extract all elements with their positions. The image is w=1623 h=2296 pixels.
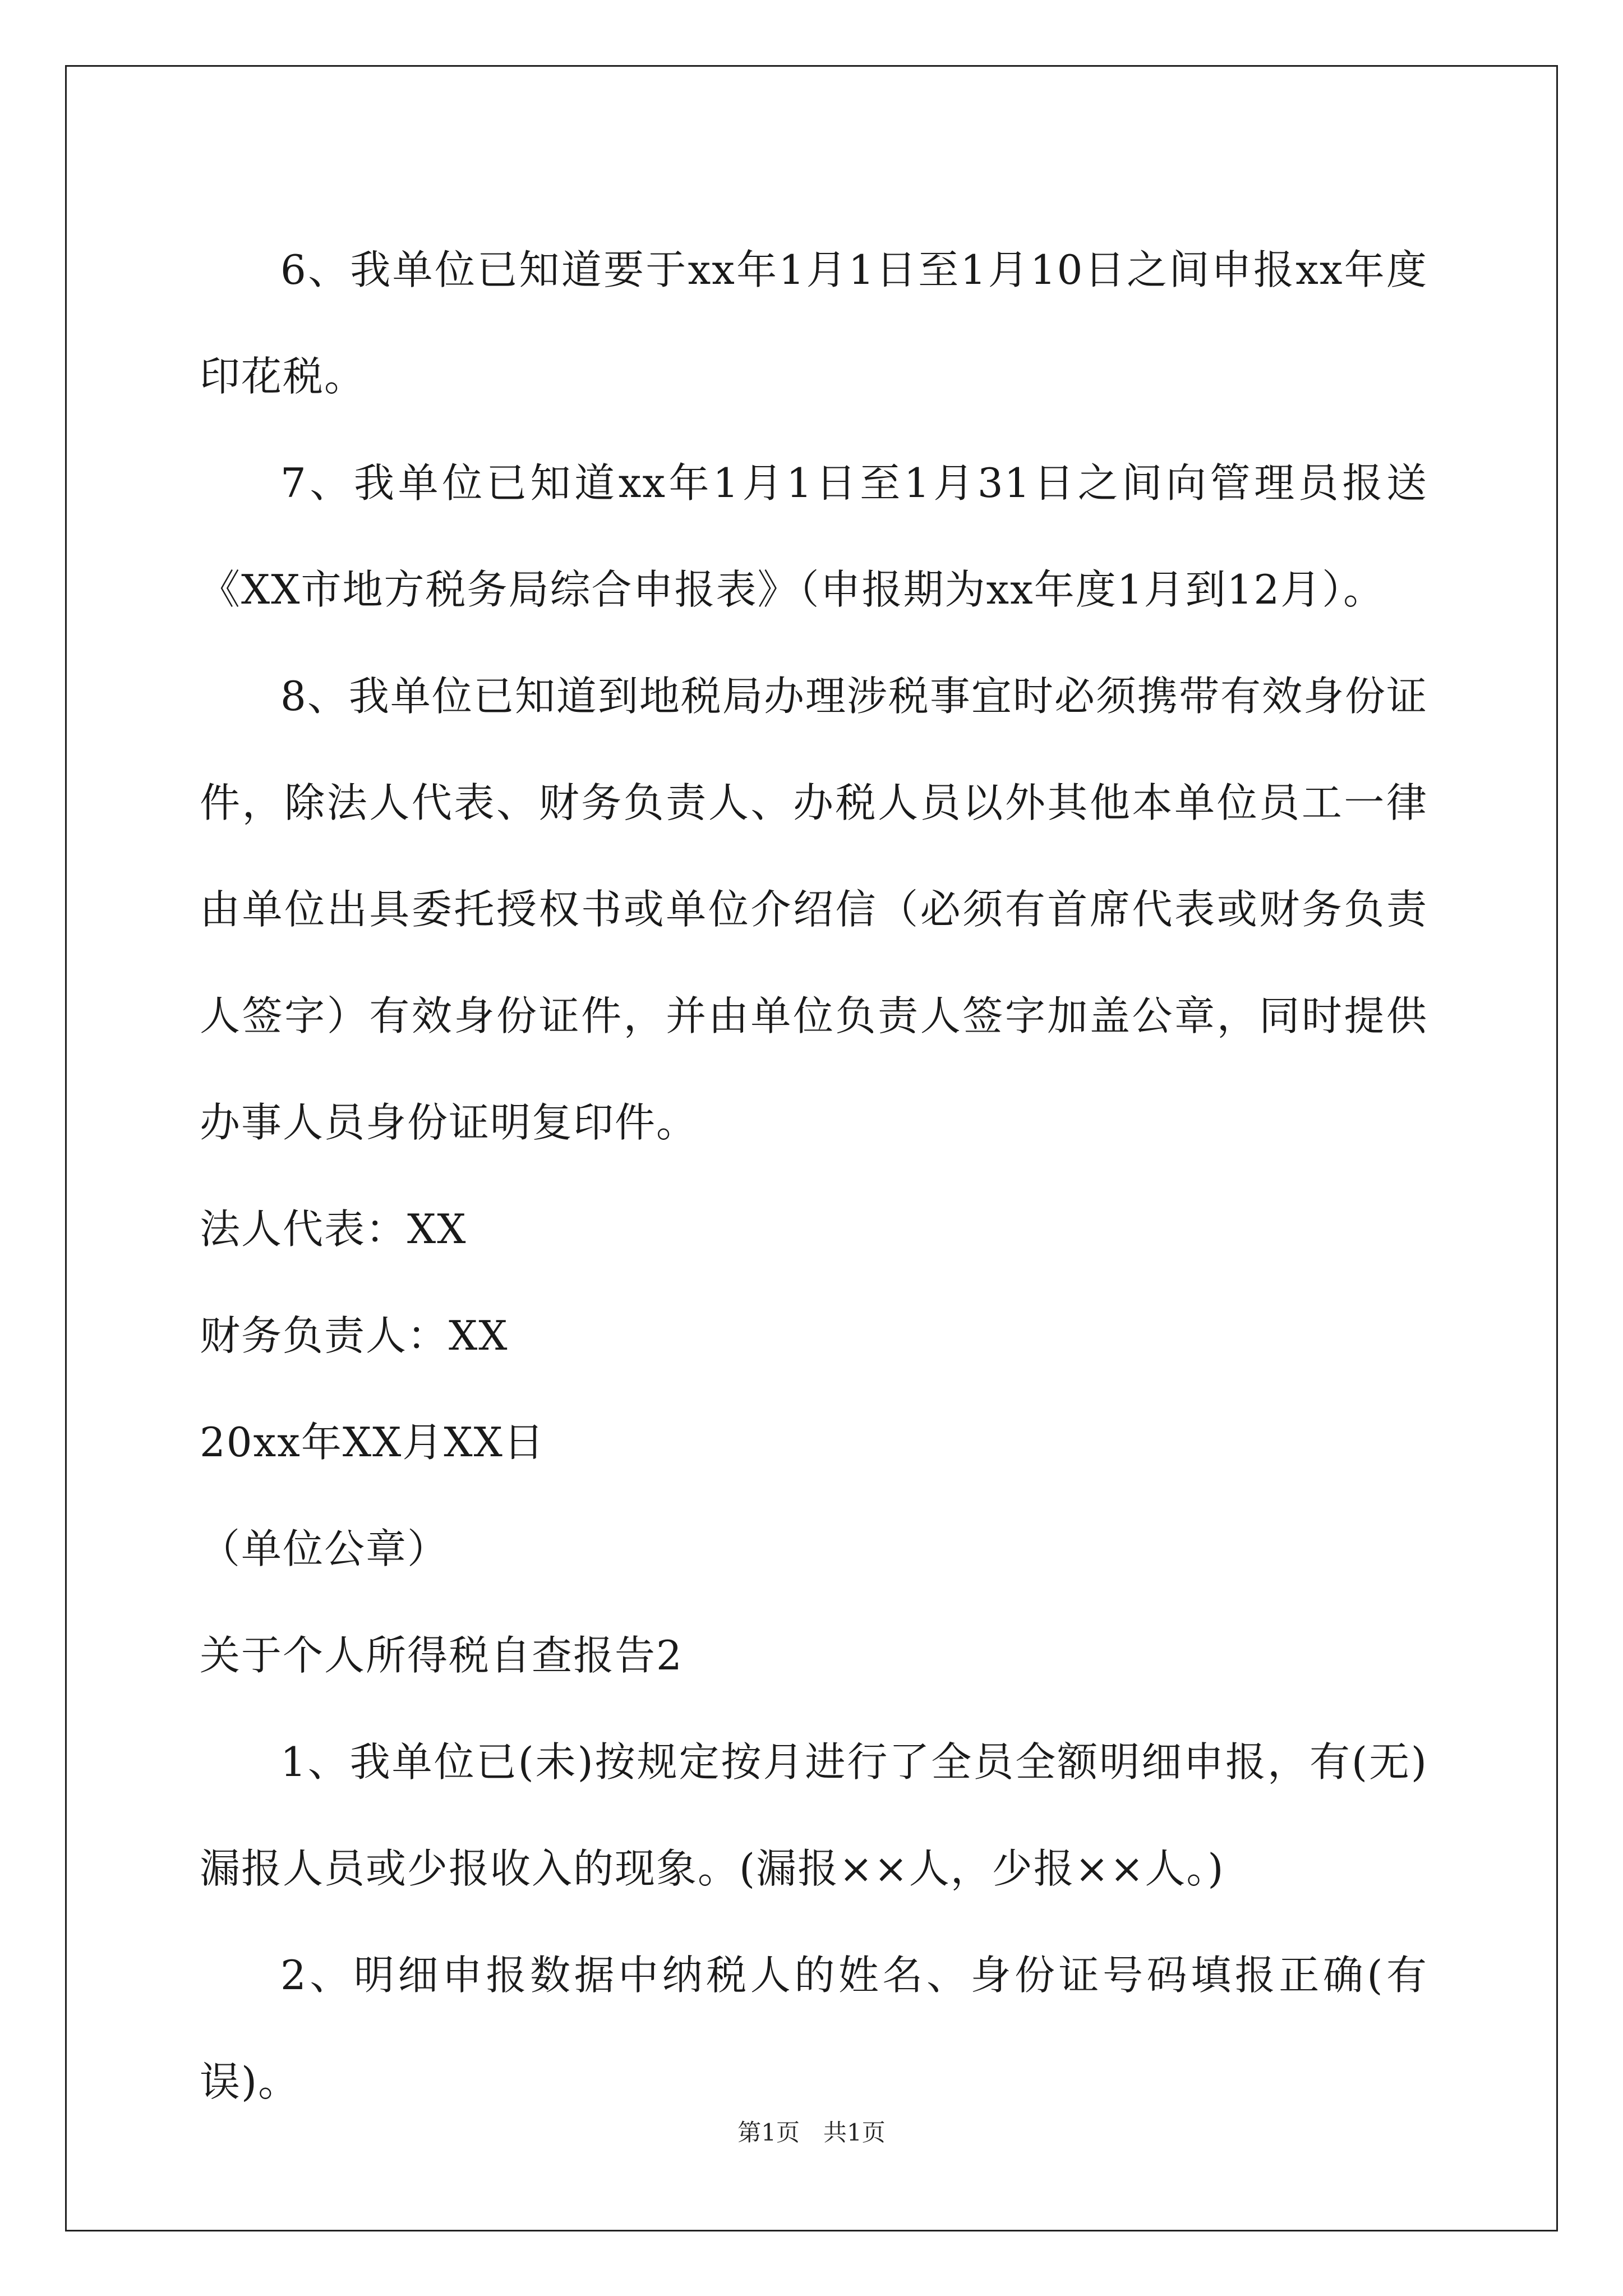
paragraph-item-2: 2、明细申报数据中纳税人的姓名、身份证号码填报正确(有误)。 bbox=[200, 1952, 1428, 2105]
paragraph-item-1: 1、我单位已(未)按规定按月进行了全员全额明细申报，有(无)漏报人员或少报收入的现象。(漏报××人，少报××人。) bbox=[200, 1738, 1428, 1892]
paragraph-item-7: 7、我单位已知道xx年1月1日至1月31日之间向管理员报送《XX市地方税务局综合申报表》（申报期为xx年度1月到12月）。 bbox=[200, 459, 1428, 613]
section-title: 关于个人所得税自查报告2 bbox=[200, 1632, 683, 1679]
company-seal-line: （单位公章） bbox=[200, 1525, 449, 1572]
paragraph-item-8: 8、我单位已知道到地税局办理涉税事宜时必须携带有效身份证件，除法人代表、财务负责人、办税人员以外其他本单位员工一律由单位出具委托授权书或单位介绍信（必须有首席代表或财务负责人签字）有效身份证件，并由单位负责人签字加盖公章，同时提供办事人员身份证明复印件。 bbox=[200, 673, 1428, 1146]
finance-manager-line: 财务负责人：XX bbox=[200, 1312, 509, 1359]
page-footer: 第1页 共1页 bbox=[737, 2119, 886, 2146]
document-body bbox=[200, 217, 1428, 2135]
paragraph-item-6: 6、我单位已知道要于xx年1月1日至1月10日之间申报xx年度印花税。 bbox=[200, 246, 1428, 400]
date-line: 20xx年XX月XX日 bbox=[200, 1419, 545, 1466]
legal-representative-line: 法人代表：XX bbox=[200, 1205, 467, 1253]
